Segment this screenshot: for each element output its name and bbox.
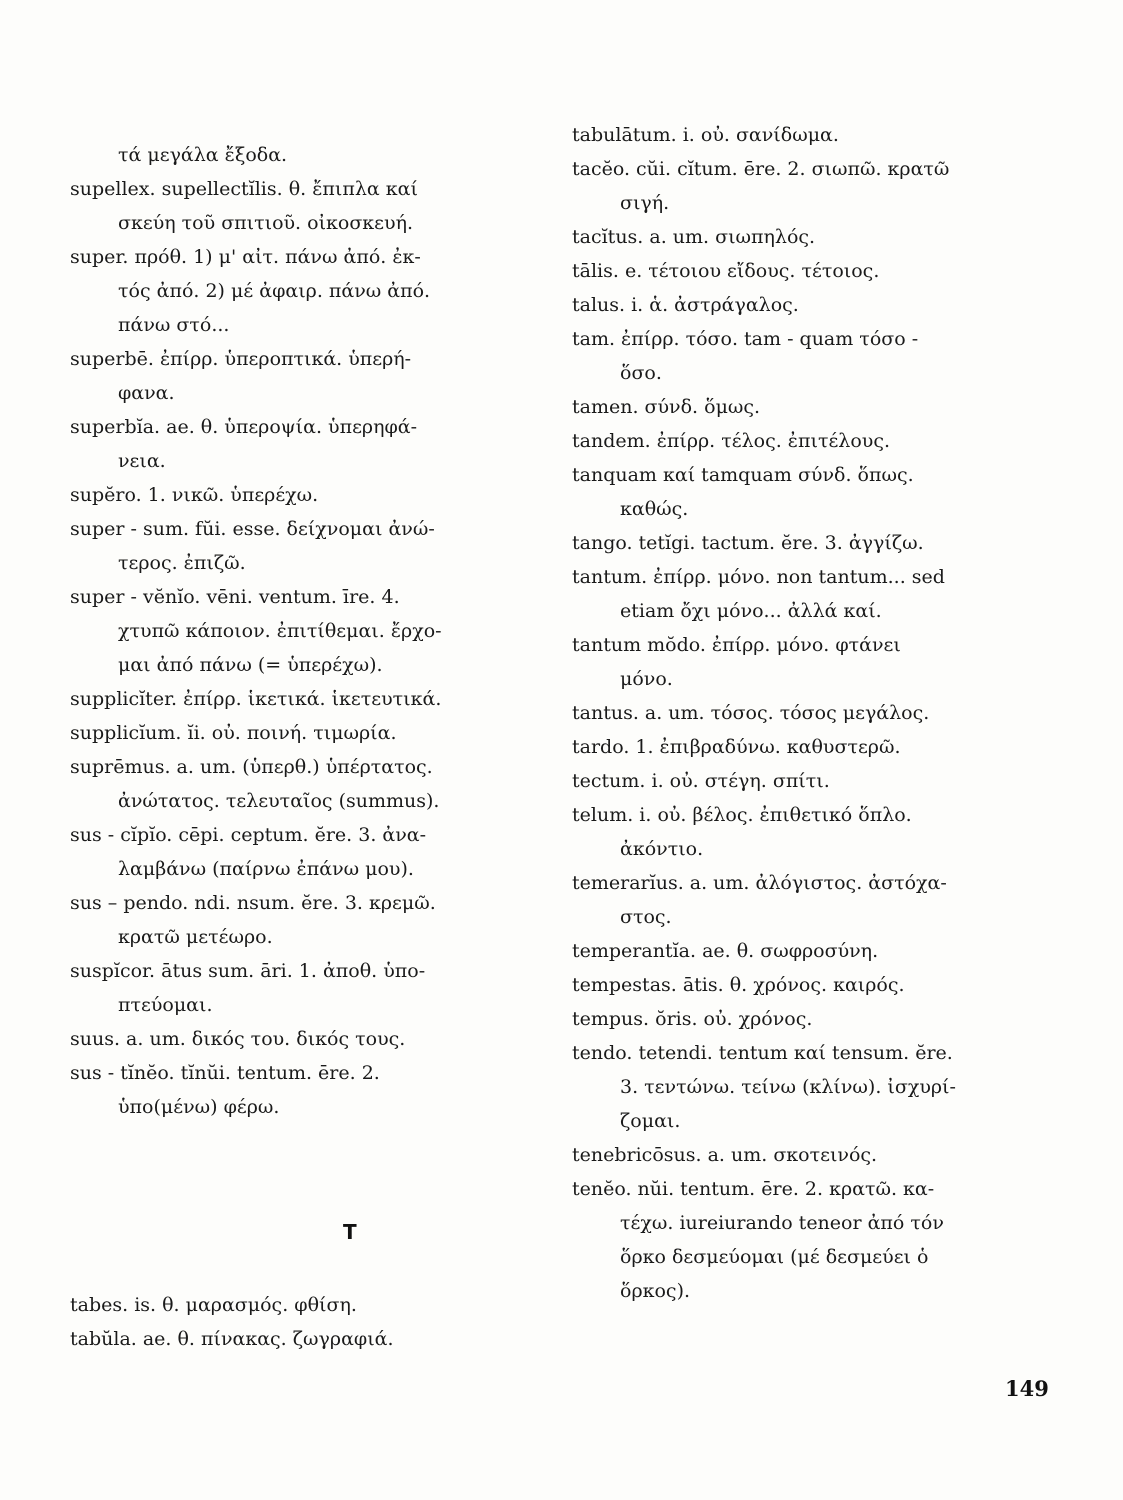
entry-line: etiam ὄχι μόνο... ἀλλά καί. [620, 600, 882, 622]
entry-line: μόνο. [620, 668, 673, 690]
left-column [70, 138, 570, 1124]
left-column-after [70, 1288, 570, 1356]
entry-line: 3. τεντώνω. τείνω (κλίνω). ἰσχυρί- [620, 1076, 956, 1098]
entry-line: telum. i. οὐ. βέλος. ἐπιθετικό ὅπλο. [572, 804, 912, 826]
entry-line: tenebricōsus. a. um. σκοτεινός. [572, 1144, 878, 1166]
entry-line: μαι ἀπό πάνω (= ὑπερέχω). [118, 654, 383, 676]
page-number: 149 [1005, 1376, 1049, 1401]
entry-line: τός ἀπό. 2) μέ ἀφαιρ. πάνω ἀπό. [118, 280, 431, 302]
entry-line: sus – pendo. ndi. nsum. ĕre. 3. κρεμῶ. [70, 892, 436, 914]
entry-line: talus. i. ἁ. ἀστράγαλος. [572, 294, 799, 316]
entry-line: σιγή. [620, 192, 670, 214]
entry-line: φανα. [118, 382, 175, 404]
entry-line: super - vĕnĭo. vēni. ventum. īre. 4. [70, 586, 400, 608]
entry-line: tabŭla. ae. θ. πίνακας. ζωγραφιά. [70, 1328, 394, 1350]
entry-line: temperantĭa. ae. θ. σωφροσύνη. [572, 940, 879, 962]
entry-line: ἀκόντιο. [620, 838, 704, 860]
entry-line: supplicĭum. ĭi. οὐ. ποινή. τιμωρία. [70, 722, 397, 744]
entry-line: tacĕo. cŭi. cĭtum. ēre. 2. σιωπῶ. κρατῶ [572, 158, 950, 180]
entry-line: tenĕo. nŭi. tentum. ēre. 2. κρατῶ. κα- [572, 1178, 935, 1200]
entry-line: χτυπῶ κάποιον. ἐπιτίθεμαι. ἔρχο- [118, 620, 442, 642]
entry-line: suprēmus. a. um. (ὑπερθ.) ὑπέρτατος. [70, 756, 433, 778]
entry-line: tempus. ŏris. οὐ. χρόνος. [572, 1008, 813, 1030]
entry-line: superbĭa. ae. θ. ὑπεροψία. ὑπερηφά- [70, 416, 418, 438]
right-column [572, 118, 1052, 1308]
entry-line: tempestas. ātis. θ. χρόνος. καιρός. [572, 974, 905, 996]
entry-line: super - sum. fŭi. esse. δείχνομαι ἀνώ- [70, 518, 435, 540]
entry-line: ὅρκος). [620, 1280, 691, 1302]
entry-line: supellex. supellectĭlis. θ. ἔπιπλα καί [70, 178, 418, 200]
entry-line: καθώς. [620, 498, 689, 520]
entry-line: tango. tetĭgi. tactum. ĕre. 3. ἀγγίζω. [572, 532, 924, 554]
entry-line: tam. ἐπίρρ. τόσο. tam - quam τόσο - [572, 328, 919, 350]
entry-line: tamen. σύνδ. ὅμως. [572, 396, 761, 418]
entry-line: supplicĭter. ἐπίρρ. ἱκετικά. ἱκετευτικά. [70, 688, 442, 710]
entry-line: tardo. 1. ἐπιβραδύνω. καθυστερῶ. [572, 736, 901, 758]
section-letter: T [343, 1220, 357, 1244]
entry-line: supĕro. 1. νικῶ. ὑπερέχω. [70, 484, 319, 506]
entry-line: super. πρόθ. 1) μ' αἰτ. πάνω ἀπό. ἐκ- [70, 246, 421, 268]
entry-line: σκεύη τοῦ σπιτιοῦ. οἰκοσκευή. [118, 212, 414, 234]
entry-line: tandem. ἐπίρρ. τέλος. ἐπιτέλους. [572, 430, 891, 452]
entry-line: suus. a. um. δικός του. δικός τους. [70, 1028, 406, 1050]
entry-line: temerarĭus. a. um. ἀλόγιστος. ἀστόχα- [572, 872, 947, 894]
entry-line: sus - cĭpĭo. cēpi. ceptum. ĕre. 3. ἀνα- [70, 824, 427, 846]
entry-line: tacĭtus. a. um. σιωπηλός. [572, 226, 816, 248]
entry-line: tabes. is. θ. μαρασμός. φθίση. [70, 1294, 357, 1316]
entry-line: τερος. ἐπιζῶ. [118, 552, 246, 574]
entry-line: tālis. e. τέτοιου εἴδους. τέτοιος. [572, 260, 880, 282]
entry-line: πάνω στό... [118, 314, 230, 336]
entry-line: τέχω. iureiurando teneor ἀπό τόν [620, 1212, 944, 1234]
entry-line: πτεύομαι. [118, 994, 213, 1016]
entry-line: στος. [620, 906, 672, 928]
entry-line: ὅσο. [620, 362, 662, 384]
entry-line: λαμβάνω (παίρνω ἐπάνω μου). [118, 858, 414, 880]
entry-line: tabulātum. i. οὐ. σανίδωμα. [572, 124, 839, 146]
entry-line: tanquam καί tamquam σύνδ. ὅπως. [572, 464, 914, 486]
entry-line: κρατῶ μετέωρο. [118, 926, 273, 948]
entry-line: ὑπο(μένω) φέρω. [118, 1096, 280, 1118]
entry-line: sus - tĭnĕo. tĭnŭi. tentum. ēre. 2. [70, 1062, 380, 1084]
entry-line: suspĭcor. ātus sum. āri. 1. ἀποθ. ὑπο- [70, 960, 426, 982]
entry-line: τά μεγάλα ἔξοδα. [118, 144, 288, 166]
entry-line: νεια. [118, 450, 166, 472]
entry-line: tantum mŏdo. ἐπίρρ. μόνο. φτάνει [572, 634, 901, 656]
entry-line: ἀνώτατος. τελευταῖος (summus). [118, 790, 440, 812]
entry-line: ζομαι. [620, 1110, 681, 1132]
entry-line: tantus. a. um. τόσος. τόσος μεγάλος. [572, 702, 930, 724]
entry-line: tantum. ἐπίρρ. μόνο. non tantum... sed [572, 566, 945, 588]
entry-line: tendo. tetendi. tentum καί tensum. ĕre. [572, 1042, 953, 1064]
entry-line: ὅρκο δεσμεύομαι (μέ δεσμεύει ὁ [620, 1246, 929, 1268]
entry-line: superbē. ἐπίρρ. ὑπεροπτικά. ὑπερή- [70, 348, 412, 370]
entry-line: tectum. i. οὐ. στέγη. σπίτι. [572, 770, 830, 792]
